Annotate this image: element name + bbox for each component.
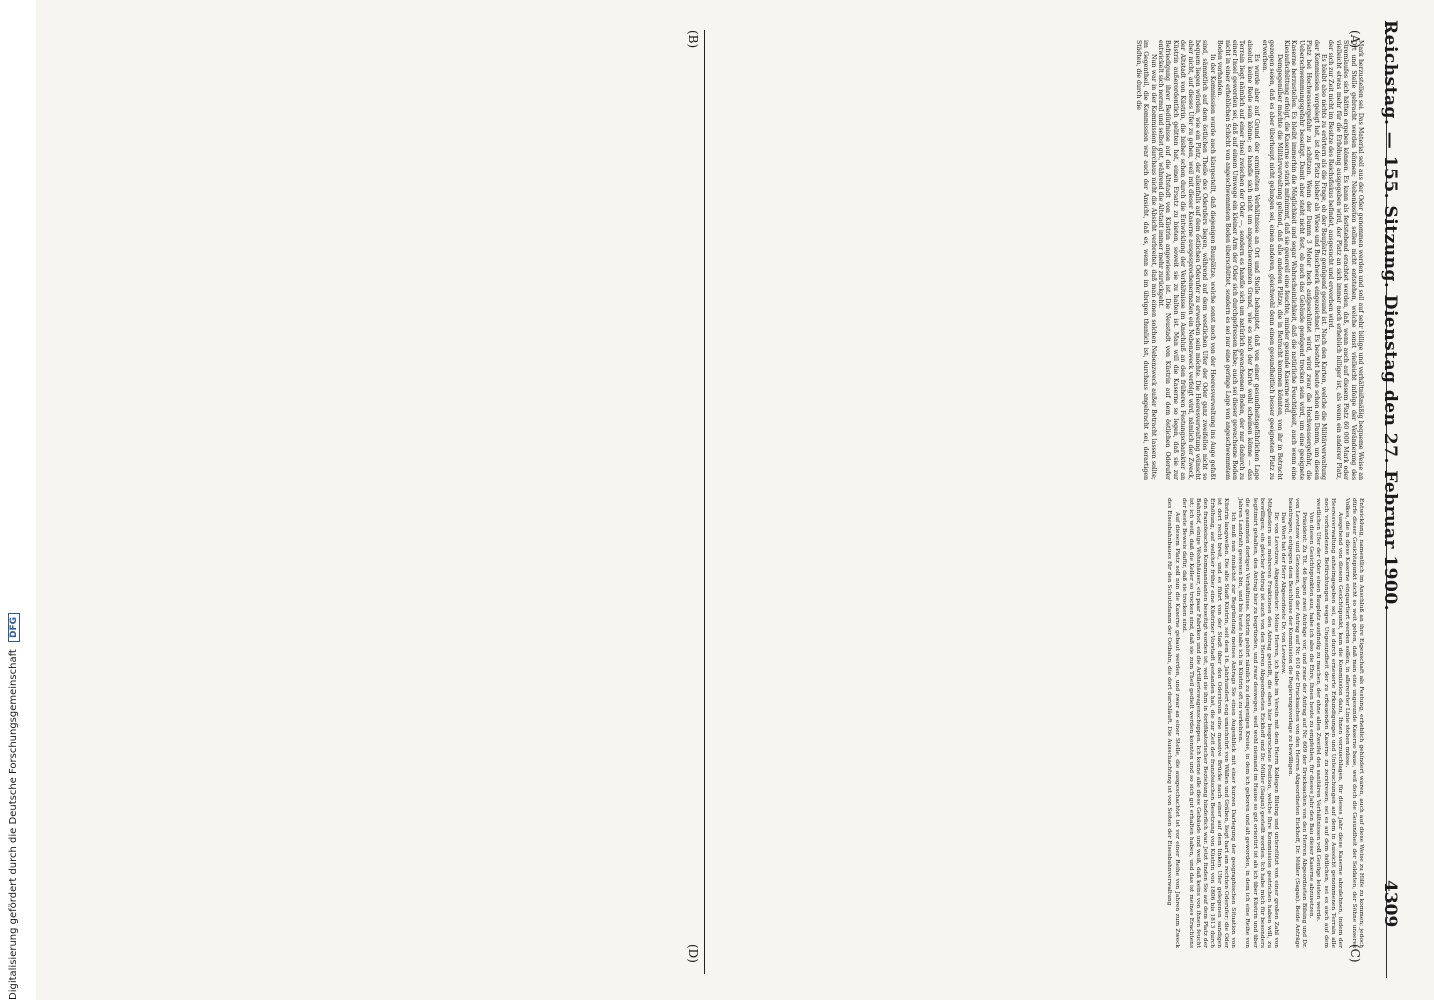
margin-marker-b: (B) <box>686 30 700 49</box>
paragraph: Es wurde aber auf Grund der ermittelten Verhältnisse an Ort und Stelle behauptet, daß von einer gesundheitsgefährlichen Lage absolut keine Rede sein könne; es handle sich nicht um angeschwemmten Grund, wie es nach der Karte wohl scheinen könne — das Terrain liegt nämlich auf einer Insel zwischen der Oder —, sondern es handle sich um natürlich gewachsenen Boden, der nur dadurch zu einer Insel geworden sei, daß auf einem Umwege ein kleiner Arm der Oder sich durchgefressen habe; auch sei dieser gewachsene Boden nicht in einer erheblichen Schicht von angeschwemmtem Boden überschüttet, sondern es sei nur eine geringe Lage von angeschwemmtem Boden vorhanden. <box>1216 40 1261 480</box>
paragraph: Von diesen Gesichtspunkten aus, habe ich also die Ehre, Ihnen heute zu empfehlen, für dieses Jahr den Bau dieser Kaserne abzusetzen. <box>1308 512 1315 919</box>
paragraph: Das Wort hat der Herr Abgeordnete Dr. von Levetzow. <box>1279 512 1286 675</box>
paragraph: Ausgehend von diesem Gesichtspunkt, kam die Kommission dazu, Ihnen vorzuschlagen, für dieses Jahr diese Kaserne abzulehnen, indem der Heeresverwaltung anheimgegeben sei, es sei durch erneuerte Erkundigungen und Untersuchungen auf dem in Aussicht genommenen Terrain alle noch vorhandenen Befürchtungen wegen Ungesundheit der zu erbauenden Kaserne zu zerstreuen, sei es auf dem östlichen, sei es auch auf dem westlichen Ufer der Oder einen Bauplatz ausfindig zu machen, der ohne allen Zweifel den sanitären Verhältnissen voll Genüge leisten werde. <box>1315 498 1343 948</box>
column-divider <box>704 30 705 974</box>
paragraph: Demgegenüber machte die Militärverwaltung geltend, daß alle anderen Plätze, die in Betracht kommen könnten, von ihr in Betracht gezogen seien, daß es aber überhaupt nicht gelungen sei, einen anderen, gleichwohl denn einen gesundheitlich besser geeigneten Platz zu erwerben. <box>1260 40 1283 480</box>
margin-marker-c: (C) <box>1348 944 1362 963</box>
dfg-logo: DFG <box>8 613 20 642</box>
paragraph: In der Kommission wurde auch klargestellt, daß diejenigen Bauplätze, welche sonst noch von der Heeresverwaltung ins Auge gefaßt sind, sämmtlich auf dem östlichen Theile des Oderufers liegen, während auf dem westlichen Ufer der Oder ganz zweifellos nicht so bequem liegen würden, wie ein Platz, der allenfalls auf dem östlichen Oderufer zu erwerben sein möchte. Die Heeresverwaltung wünscht aber nicht, auf dieses Ufer zu gehen, weil mit dieser Kaserne ausgesprochenermaßen ein Nebenzweck verfolgt wird, nämlich der Zweck, der Altstadt von Küstrin, die bisher schon durch die Entwicklung der Verhältnisse im Anschluß an den früheren Festungscharakter an Küstrin außerordentlich gelitten hat, einen Ersatz zu bieten, soweit sie zu halten ist. Man will die Kaserne so legen, daß sie zur Befriedigung ihrer Bedürfnisse auf die Altstadt von Küstrin angewiesen ist. Die Neustadt von Küstrin auf dem östlichen Oderufer entwickelt sich normal und selbst gut, während die Altstadt immer mehr zurückgeht. <box>1157 40 1216 480</box>
column-right <box>1165 498 1364 948</box>
paragraph: Es bleibt also nichts zu erörtern als die Frage, ob der Bauplatz genügend gesund ist. Nach den Karten, welche die Militärverwaltung der Kommission vorgelegt hat, ist der Platz bisher als Wiese und Buschwerk eingezeichnet. Es besteht heute schon ein Damm, um diesen Platz bei Hochwassergefahr zu schützen. Wenn der Damm 3 Meter hoch aufgeschüttet wird, wird zwar die Hochwassergefahr, die Ueberschwemmungsgefahr beseitigt. Damit aber steht nicht fest, ob auch das Gebäude genügend trocken sein wird, um eine geeignete Kaserne herzustellen. Es bleibt immerhin die Möglichkeit und sogar Wahrscheinlichkeit, daß die natürliche Feuchtigkeit, auch wenn eine Kiesaufschüttung erfolgt, die Kaserne so stark mitnimmt, daß sie generell eine feuchte, minder gesunde Kaserne wird. <box>1282 40 1327 480</box>
page-number: 4309 <box>1380 880 1400 928</box>
paragraph: Auf diesem Platz soll nun die Kaserne gebaut werden, und zwar an einer Stelle, die ausgeschachtet ist vor einer Reihe von Jahren zum Zweck des Eisenbahnbaues für den Schutzdamm der Ostbahn, die dort durchläuft. Die Ausschachtung ist von Seiten der Eisenbahnverwaltung <box>1166 498 1180 948</box>
margin-marker-a: (A) <box>1348 30 1362 49</box>
paragraph: Dr. von Levetzow, Abgeordneter: Meine Herren, ich habe im Verein mit dem Herrn Kollegen Bilsing und unterstützt von einer großen Zahl von Mitgliedern aus mehreren Fraktionen den Antrag gestellt, die eben hier besprochene Position, welche Ihre Kommission gestrichen haben will, zu bewilligen; ein gleicher Antrag ist auch von den Herren Abgeordneten Eickhoff und Dr. Müller (Sagan) gestellt worden. Ich habe mich für besonders legitimirt gehalten, den Antrag hier zu begründen, und zwar deswegen, weil wohl niemand im Hause so gut orientirt ist als ich über Küstrin und über die gesammten dortigen Verhältnisse. Küstrin gehört nämlich zu demjenigen Kreise, in dem ich geboren und alt geworden, in dem ich eine Reihe von Jahren Landrath gewesen bin, und bis heute habe ich in Küstrin oft zu verkehren. <box>1237 498 1279 948</box>
paragraph: Nun war in der Kommission durchaus nicht die Absicht verbreitet, daß man einen solchen Nebenzweck außer Betracht lassen sollte; im Gegentheil, die Kommission war auch der Ansicht, daß es, wenn es im übrigen thunlich ist, durchaus angebracht sei, derartigen Städten, die durch die <box>1134 40 1157 480</box>
margin-marker-d: (D) <box>686 944 700 963</box>
credit-text: Digitalisierung gefördert durch die Deutsche Forschungsgemeinschaft <box>8 649 19 1000</box>
header-title: Reichstag. — 155. Sitzung. Dienstag den 27. Februar 1900. <box>1380 20 1400 612</box>
paragraph: Präsident: Zu Tit. 46 liegen zwei Anträge vor, und zwar der Antrag auf Nr. 609 der Drucksachen von den Herren Abgeordneten Bilsing und Dr. von Levetzow und Genossen, und der Antrag auf Nr. 610 der Drucksachen von den Herren Abgeordneten Eickhoff, Dr. Müller (Sagan). Beide Anträge beantragen, entgegen dem Beschlusse der Kommission die Regierungsvorlage zu bewilligen. <box>1287 498 1308 948</box>
paragraph: Ich muß nun zunächst zur Begründung meines Antrags Sie einen Augenblick mit einer kurzen Darlegung der geographischen Situation von Küstrin langweilen. Die alte Stadt Küstrin, seit dem 16. Jahrhundert eng umschnürt von Wällen und Gräben, liegt hart am rechten Oderufer; die Oder ist dort recht breit, und es führt von der Stadt über den Oderstrom eine massive Brücke nach einer auf dem linken Ufer gelegenen sandigen Erhöhung, auf welcher früher eine Küstriner Vorstadt gestanden hat, die zur Zeit der französischen Besetzung von Küstrin von 1806 bis 1813 durch den französischen Kommandanten beseitigt worden ist, weil sie ihm in fortifikatorischer Beziehung hinderlich war. Jetzt finden Sie auf dem Platz der Bahnhof, einige Wohnhäuser, ein paar Fabriken und die Artilleriewagenschuppen. Ich kenne alle diese Gebäude und weiß, daß keins von ihnen feucht ist; ich weiß, daß die Keller so trocken sind, daß sie zum Theil gedielt werden konnten und so sich gut erhalten haben, und das ist meines Erachtens der beste Beweis dafür, daß sie trocken sind. <box>1180 498 1237 948</box>
column-left <box>1134 40 1364 480</box>
page-header <box>1380 20 1400 980</box>
paragraph: Entwicklung, namentlich im Anschluß an ihre Eigenschaft als Festung, erheblich gehindert waren, auch auf diese Weise zu Hilfe zu kommen; jedoch dürfe dieser Gesichtspunkt nicht so weit gehen, daß man eine ungesunde Kaserne baue, weil doch die Gesundheit der Soldaten, der Söhne unseres Volkes, die in diese Kaserne einquartiert werden sollen, in allererster Linie stehen müsse. <box>1343 498 1364 948</box>
paragraph: Mark herzustellen sei. Das Material soll aus der Oder genommen werden und soll auf sehr billige und verhältnißmäßig bequeme Weise an Ort und Stelle gebracht werden können; Nebenkosten sollen nicht entstehen, welche sonst vielleicht infolge der Veränderung des Stromlaufes sich hätten ergeben können. Es kann als feststehend erachtet werden, daß, wenn auch auf diesem Platz 60 000 Mark oder vielleicht etwas mehr für die Erhöhung ausgegeben wird, der Platz an sich immer noch erheblich billiger ist, als wenn ein anderer Platz, der sich zur Zeit nicht im Besitze des Reichsfiskus befindet, ausgesucht und erworben wird. <box>1327 40 1364 480</box>
digitization-credit <box>8 10 20 1000</box>
